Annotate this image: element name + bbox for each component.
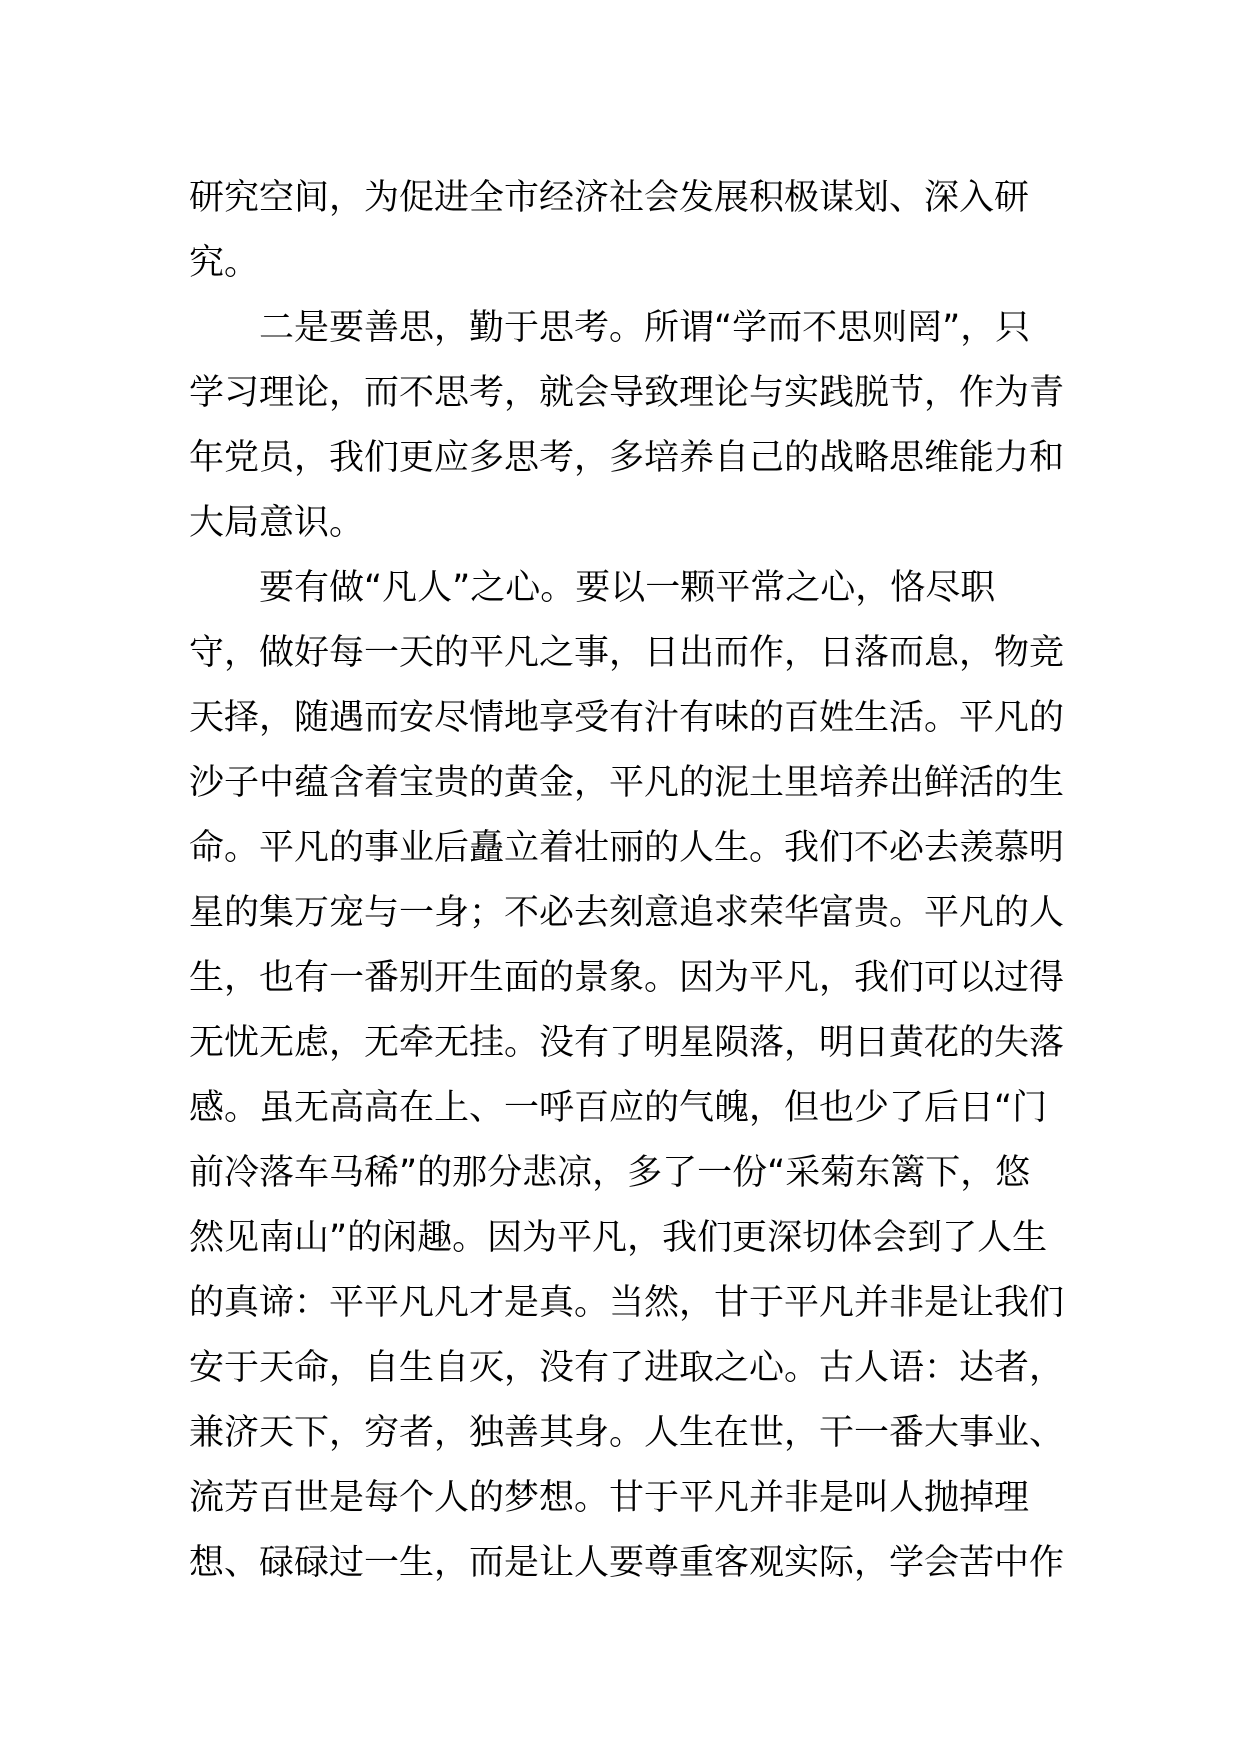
paragraph-1-line-1: 研究空间，为促进全市经济社会发展积极谋划、深入研: [189, 178, 1030, 218]
paragraph-3-line-15: 流芳百世是每个人的梦想。甘于平凡并非是叫人抛掉理: [189, 1478, 1030, 1518]
paragraph-3-line-2: 守，做好每一天的平凡之事，日出而作，日落而息，物竞: [189, 633, 1065, 673]
paragraph-2-line-3: 年党员，我们更应多思考，多培养自己的战略思维能力和: [189, 438, 1065, 478]
paragraph-1-line-2: 究。: [189, 243, 260, 283]
paragraph-3-line-9: 感。虽无高高在上、一呼百应的气魄，但也少了后日“门: [189, 1088, 1048, 1128]
paragraph-3-line-10: 前冷落车马稀”的那分悲凉，多了一份“采菊东篱下，悠: [189, 1153, 1031, 1193]
paragraph-3-line-4: 沙子中蕴含着宝贵的黄金，平凡的泥土里培养出鲜活的生: [189, 763, 1065, 803]
paragraph-3-line-16: 想、碌碌过一生，而是让人要尊重客观实际，学会苦中作: [189, 1543, 1065, 1583]
paragraph-3-line-6: 星的集万宠与一身；不必去刻意追求荣华富贵。平凡的人: [189, 893, 1065, 933]
paragraph-3-line-5: 命。平凡的事业后矗立着壮丽的人生。我们不必去羡慕明: [189, 828, 1065, 868]
paragraph-3-line-13: 安于天命，自生自灭，没有了进取之心。古人语：达者，: [189, 1348, 1065, 1388]
paragraph-3-line-1: 要有做“凡人”之心。要以一颗平常之心，恪尽职: [259, 568, 996, 608]
paragraph-3-line-12: 的真谛：平平凡凡才是真。当然，甘于平凡并非是让我们: [189, 1283, 1065, 1323]
paragraph-3-line-14: 兼济天下，穷者，独善其身。人生在世，干一番大事业、: [189, 1413, 1065, 1453]
paragraph-3-line-11: 然见南山”的闲趣。因为平凡，我们更深切体会到了人生: [189, 1218, 1048, 1258]
paragraph-2-line-4: 大局意识。: [189, 503, 365, 543]
paragraph-2-line-2: 学习理论，而不思考，就会导致理论与实践脱节，作为青: [189, 373, 1065, 413]
body-text: [189, 166, 1065, 1596]
paragraph-2-line-1: 二是要善思，勤于思考。所谓“学而不思则罔”，只: [259, 308, 1031, 348]
paragraph-3-line-3: 天择，随遇而安尽情地享受有汁有味的百姓生活。平凡的: [189, 698, 1065, 738]
paragraph-3-line-7: 生，也有一番别开生面的景象。因为平凡，我们可以过得: [189, 958, 1065, 998]
paragraph-3-line-8: 无忧无虑，无牵无挂。没有了明星陨落，明日黄花的失落: [189, 1023, 1065, 1063]
